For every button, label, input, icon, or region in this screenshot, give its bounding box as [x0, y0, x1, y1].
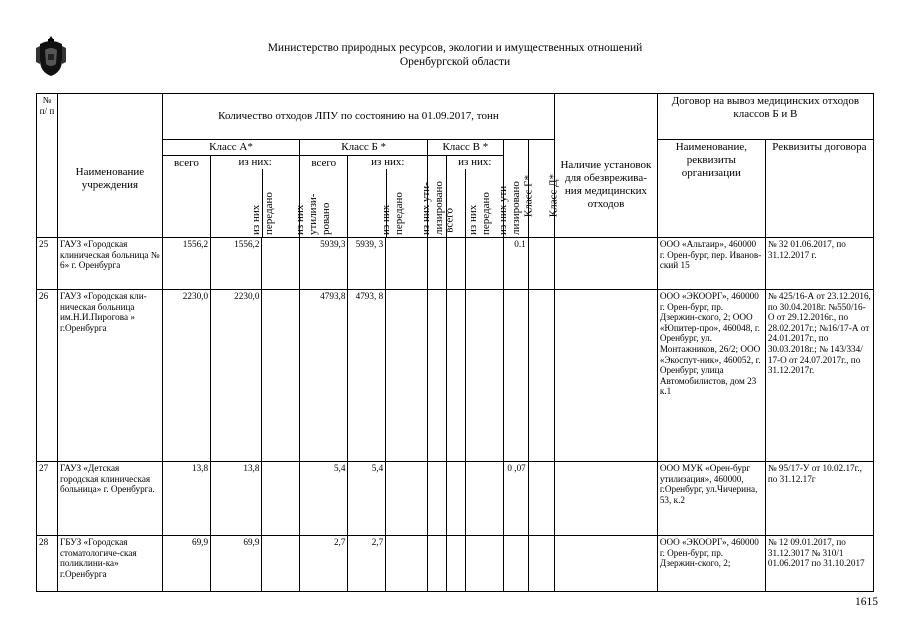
institution-name: ГАУЗ «Городская кли-ническая больница им.Н.И.Пирогова » г.Оренбурга: [57, 290, 162, 462]
col-header-v-total: всего: [428, 156, 447, 238]
class-b-utilized: [386, 238, 428, 290]
class-v-utilized: [465, 462, 503, 536]
class-a-transferred: 2230,0: [211, 290, 262, 462]
class-b-total: 4793,8: [300, 290, 348, 462]
class-a-utilized: [262, 290, 300, 462]
class-b-transferred: 2,7: [348, 536, 386, 592]
class-a-total: 13,8: [162, 462, 210, 536]
col-header-a-of-them: из них: из них передано из них утилизи-ровано: [211, 156, 300, 238]
col-header-class-d: Класс Д*: [528, 140, 554, 238]
col-header-v-of-them: из них: из них передано из них ути-лизировано: [446, 156, 503, 238]
contract-organization: ООО «ЭКООРГ», 460000 г. Орен-бург, пр. Дзержин-ского, 2;: [657, 536, 765, 592]
class-a-transferred: 69,9: [211, 536, 262, 592]
class-g-value: 0 ,07: [503, 462, 528, 536]
contract-requisites: № 425/16-А от 23.12.2016, по 30.04.2018г. №550/16-О от 29.12.2016г., по 28.02.2017г.; №16/17-А от 24.01.2017г., по 30.03.2018г.; № 143/334/ 17-О от 24.07.2017г., по 31.12.2017г.: [765, 290, 873, 462]
class-v-utilized: [465, 290, 503, 462]
row-num: 26: [37, 290, 58, 462]
class-a-total: 69,9: [162, 536, 210, 592]
col-header-class-g: Класс Г*: [503, 140, 528, 238]
col-header-a-total: всего: [162, 156, 210, 238]
class-v-total: [428, 290, 447, 462]
waste-table: [36, 93, 874, 592]
class-b-utilized: [386, 290, 428, 462]
class-b-total: 5939,3: [300, 238, 348, 290]
class-g-value: 0.1: [503, 238, 528, 290]
col-header-name: Наименование учреждения: [57, 94, 162, 238]
contract-organization: ООО «Альтаир», 460000 г. Орен-бург, пер. Иванов-ский 15: [657, 238, 765, 290]
class-a-transferred: 13,8: [211, 462, 262, 536]
class-v-transferred: [446, 238, 465, 290]
regional-emblem: [36, 34, 66, 78]
col-header-class-v: Класс В *: [428, 140, 504, 156]
col-header-requisites: Реквизиты договора: [765, 140, 873, 238]
table-row: [37, 290, 874, 462]
class-b-transferred: 5939, 3: [348, 238, 386, 290]
class-a-transferred: 1556,2: [211, 238, 262, 290]
class-d-value: [528, 536, 554, 592]
col-header-num: № п/ п: [37, 94, 58, 238]
col-header-b-of-them: из них: из них передано из них ути-лизировано: [348, 156, 428, 238]
class-v-utilized: [465, 536, 503, 592]
col-header-b-total: всего: [300, 156, 348, 238]
class-v-transferred: [446, 462, 465, 536]
class-a-total: 1556,2: [162, 238, 210, 290]
class-b-total: 2,7: [300, 536, 348, 592]
ministry-title: Министерство природных ресурсов, экологии и имущественных отношений: [267, 42, 643, 54]
class-d-value: [528, 238, 554, 290]
class-a-utilized: [262, 462, 300, 536]
class-a-utilized: [262, 536, 300, 592]
table-row: [37, 536, 874, 592]
installations-value: [555, 536, 658, 592]
installations-value: [555, 238, 658, 290]
class-g-value: [503, 536, 528, 592]
class-b-transferred: 5,4: [348, 462, 386, 536]
class-b-total: 5,4: [300, 462, 348, 536]
class-b-transferred: 4793, 8: [348, 290, 386, 462]
class-d-value: [528, 462, 554, 536]
institution-name: ГАУЗ «Городская клиническая больница № 6» г. Оренбурга: [57, 238, 162, 290]
contract-requisites: № 12 09.01.2017, по 31.12.3017 № 310/1 01.06.2017 по 31.10.2017: [765, 536, 873, 592]
installations-value: [555, 462, 658, 536]
region-title: Оренбургской области: [399, 56, 511, 68]
contract-organization: ООО МУК «Орен-бург утилизация», 460000, г.Оренбург, ул.Чичерина, 53, к.2: [657, 462, 765, 536]
page-number: 1615: [855, 596, 878, 608]
class-v-utilized: [465, 238, 503, 290]
installations-value: [555, 290, 658, 462]
table-row: [37, 462, 874, 536]
class-b-utilized: [386, 536, 428, 592]
col-header-quantity: Количество отходов ЛПУ по состоянию на 01.09.2017, тонн: [162, 94, 554, 140]
col-header-org: Наименование, реквизиты организации: [657, 140, 765, 238]
class-d-value: [528, 290, 554, 462]
col-header-contract: Договор на вывоз медицинских отходов классов Б и В: [657, 94, 873, 140]
class-v-transferred: [446, 536, 465, 592]
table-row: [37, 238, 874, 290]
class-g-value: [503, 290, 528, 462]
class-a-utilized: [262, 238, 300, 290]
row-num: 25: [37, 238, 58, 290]
col-header-class-a: Класс А*: [162, 140, 299, 156]
contract-requisites: № 32 01.06.2017, по 31.12.2017 г.: [765, 238, 873, 290]
institution-name: ГБУЗ «Городская стоматологиче-ская поликлини-ка» г.Оренбурга: [57, 536, 162, 592]
class-v-transferred: [446, 290, 465, 462]
contract-organization: ООО «ЭКООРГ», 460000 г. Орен-бург, пр. Дзержин-ского, 2; ООО «Юпитер-про», 460048, г. Оренбург, ул. Монтажников, 26/2; ООО «Экоспут-ник», 460052, г. Оренбург, улица Автомобилистов, дом 23 к.1: [657, 290, 765, 462]
class-v-total: [428, 462, 447, 536]
col-header-class-b: Класс Б *: [300, 140, 428, 156]
row-num: 27: [37, 462, 58, 536]
row-num: 28: [37, 536, 58, 592]
class-b-utilized: [386, 462, 428, 536]
class-v-total: [428, 238, 447, 290]
class-v-total: [428, 536, 447, 592]
class-a-total: 2230,0: [162, 290, 210, 462]
col-header-installations: Наличие установок для обезврежива-ния медицинских отходов: [555, 94, 658, 238]
contract-requisites: № 95/17-У от 10.02.17г., по 31.12.17г: [765, 462, 873, 536]
institution-name: ГАУЗ «Детская городская клиническая больница» г. Оренбурга.: [57, 462, 162, 536]
